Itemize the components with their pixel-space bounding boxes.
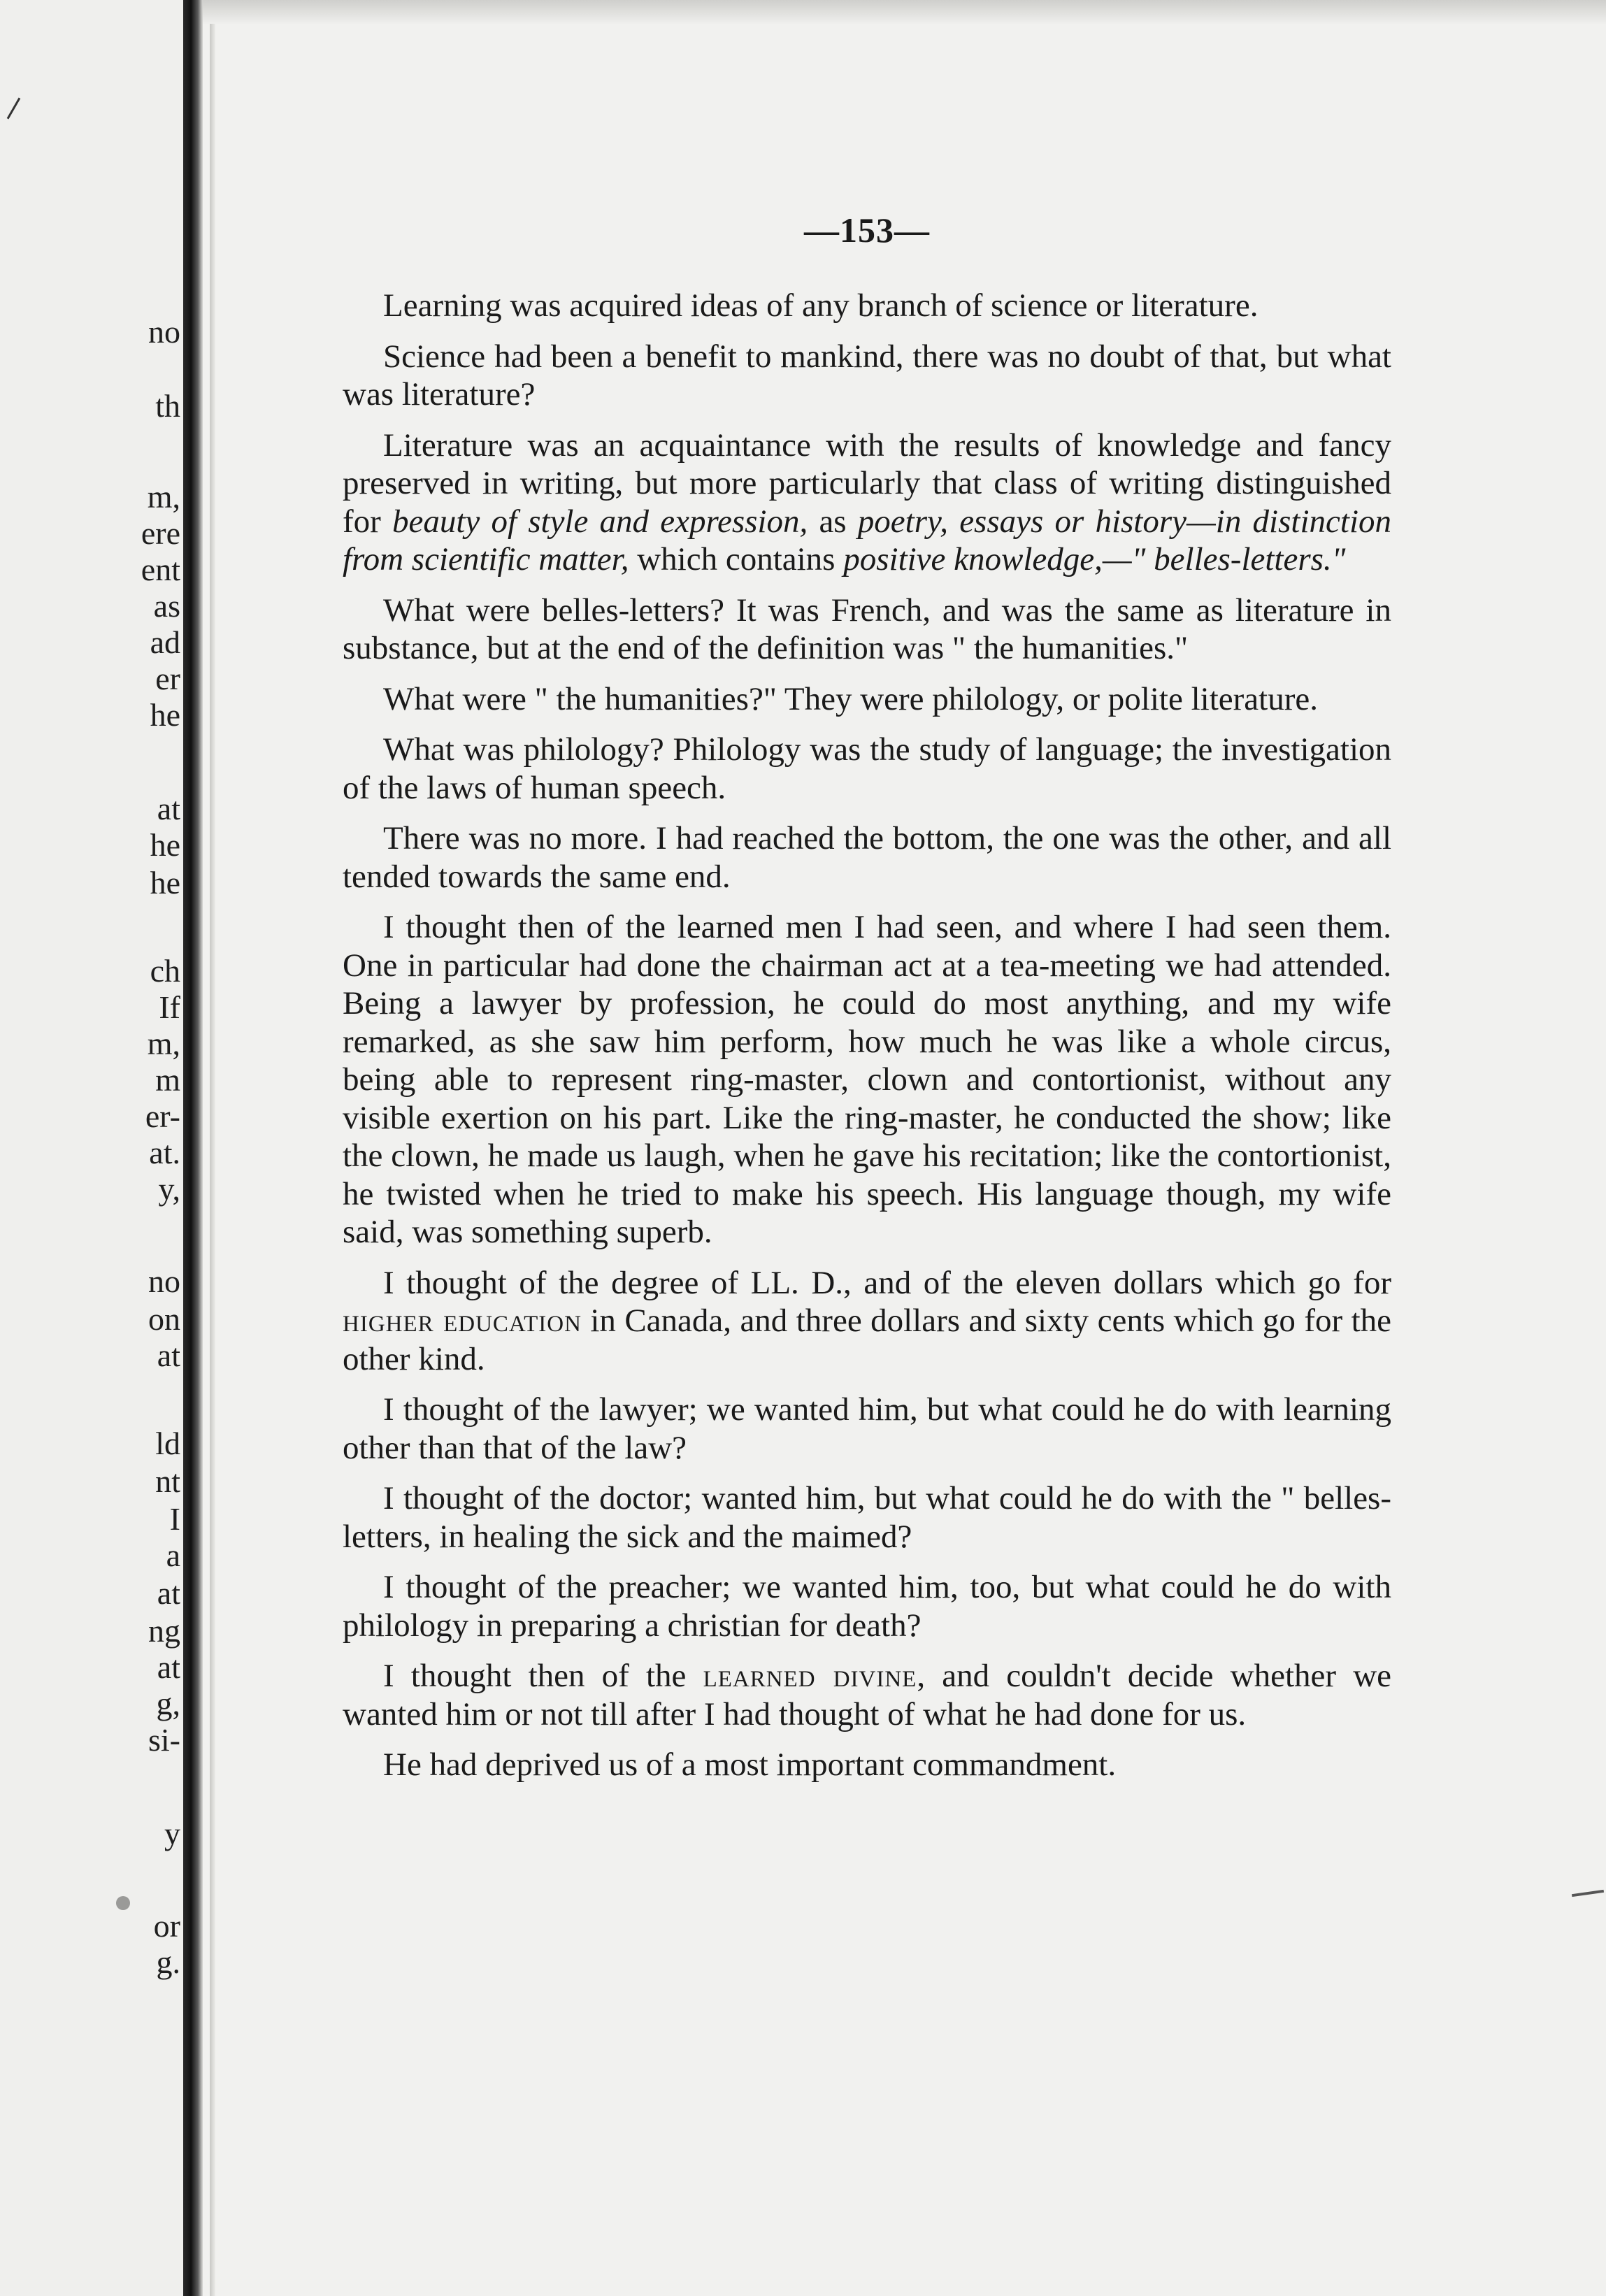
paragraph bbox=[343, 1568, 1391, 1644]
paragraph-text: I thought of the preacher; we wanted him, too, but what could he do with philology in preparing a christian for death? bbox=[343, 1569, 1391, 1644]
facing-page-text-fragment: si- bbox=[148, 1722, 180, 1758]
facing-page-text-fragment: er- bbox=[145, 1098, 180, 1134]
facing-page-text-fragment: at bbox=[157, 1337, 180, 1373]
italic-phrase: poetry, essays or history—in distinction from scientific matter, bbox=[343, 503, 1391, 577]
facing-page-text-fragment: y, bbox=[158, 1171, 180, 1207]
paragraph-text: which contains bbox=[629, 541, 844, 577]
facing-page-text-fragment: er bbox=[155, 661, 180, 696]
gutter-highlight bbox=[210, 0, 215, 2296]
paragraph-text: What was philology? Philology was the study of language; the investigation of the laws of human speech. bbox=[343, 731, 1391, 806]
facing-page-text-fragment: ch bbox=[150, 953, 180, 989]
paragraph-text: I thought of the lawyer; we wanted him, but what could he do with learning other than that of the law? bbox=[343, 1391, 1391, 1466]
paragraph bbox=[343, 819, 1391, 896]
paragraph bbox=[343, 1391, 1391, 1467]
paragraph-text: Science had been a benefit to mankind, there was no doubt of that, but what was literature? bbox=[343, 338, 1391, 412]
paragraph-text: I thought then of the bbox=[383, 1658, 703, 1694]
paragraph bbox=[343, 1479, 1391, 1556]
facing-page-text-fragment: y bbox=[164, 1816, 180, 1851]
paper-spot bbox=[116, 1896, 130, 1910]
paragraph-text: as bbox=[808, 503, 858, 540]
facing-page-text-fragment: ld bbox=[155, 1426, 180, 1461]
paragraph bbox=[343, 908, 1391, 1251]
facing-page-text-fragment: a bbox=[166, 1537, 180, 1573]
small-caps-phrase: learned divine bbox=[703, 1658, 917, 1694]
facing-page-text-fragment: at bbox=[157, 791, 180, 826]
facing-page-text-fragment: as bbox=[153, 588, 180, 624]
facing-page-text-fragment: at bbox=[157, 1575, 180, 1611]
paragraph-text: , and couldn't decide whether we wanted him or not till after I had thought of what he had done for us. bbox=[343, 1658, 1392, 1732]
paragraph-text: Literature was an acquaintance with the results of knowledge and fancy preserved in writing, but more particularly that class of writing distinguished for bbox=[343, 426, 1391, 540]
book-gutter bbox=[183, 0, 203, 2296]
facing-page-text-fragment: th bbox=[155, 388, 180, 424]
paragraph-text: I thought then of the learned men I had seen, and where I had seen them. One in particular had done the chairman act at a tea-meeting we had attended. Being a lawyer by profession, he could do most anything, and my wife remarked, as she saw him perform, how much he was like a whole circus, being able to represent ring-master, clown and contortionist, without any visible exertion on his part. Like the ring-master, he conducted the show; like the clown, he made us laugh, when he gave his recitation; like the contortionist, he twisted when he tried to make his speech. His language though, my wife said, was something superb. bbox=[343, 909, 1391, 1250]
paragraph bbox=[343, 680, 1391, 719]
facing-page-text-fragment: I bbox=[169, 1501, 180, 1537]
top-edge-shadow bbox=[203, 0, 1606, 24]
facing-page-text-fragment: g. bbox=[156, 1944, 180, 1980]
facing-page-text-fragment: ad bbox=[150, 624, 180, 660]
facing-page-text-fragment: ere bbox=[141, 515, 180, 551]
ink-mark bbox=[7, 98, 21, 120]
facing-page-text-fragment: he bbox=[150, 697, 180, 733]
paragraph bbox=[343, 287, 1391, 325]
facing-page-text-fragment: nt bbox=[155, 1463, 180, 1499]
paragraph bbox=[343, 591, 1391, 668]
facing-page-text-fragment: ng bbox=[148, 1613, 180, 1649]
facing-page-text-fragment: he bbox=[150, 865, 180, 901]
facing-page-text-fragment: m bbox=[155, 1062, 180, 1098]
page-number: —153— bbox=[804, 210, 930, 250]
paragraph bbox=[343, 1746, 1391, 1784]
paragraph bbox=[343, 338, 1391, 414]
facing-page-text-fragment: or bbox=[153, 1908, 180, 1944]
paragraph-text: What were " the humanities?" They were philology, or polite literature. bbox=[383, 680, 1318, 717]
paragraph bbox=[343, 1657, 1391, 1733]
paragraph-text: in Canada, and three dollars and sixty cents which go for the other kind. bbox=[343, 1303, 1391, 1377]
facing-page-text-fragment: at. bbox=[149, 1135, 180, 1170]
facing-page-text-fragment: on bbox=[148, 1301, 180, 1337]
small-caps-phrase: higher education bbox=[343, 1303, 582, 1339]
italic-phrase: beauty of style and expression, bbox=[392, 503, 808, 540]
paragraph bbox=[343, 1264, 1391, 1379]
facing-page-text-fragment: ent bbox=[141, 552, 180, 587]
paragraph bbox=[343, 731, 1391, 807]
paragraph-text: I thought of the doctor; wanted him, but what could he do with the " belles-letters, in healing the sick and the maimed? bbox=[343, 1480, 1391, 1555]
facing-page-text-fragment: m, bbox=[147, 479, 180, 515]
paragraph-text: He had deprived us of a most important commandment. bbox=[383, 1746, 1117, 1783]
italic-phrase: positive knowledge,—" belles-letters." bbox=[843, 541, 1346, 577]
facing-page-text-fragment: If bbox=[159, 989, 180, 1025]
facing-page-text-fragment: no bbox=[148, 314, 180, 350]
paragraph bbox=[343, 426, 1391, 579]
edge-mark bbox=[1572, 1890, 1604, 1897]
facing-page-text-fragment: he bbox=[150, 827, 180, 863]
paragraph-text: There was no more. I had reached the bottom, the one was the other, and all tended towards the same end. bbox=[343, 820, 1391, 895]
facing-page-text-fragment: at bbox=[157, 1649, 180, 1685]
page-body bbox=[343, 210, 1391, 1797]
paragraph-text: I thought of the degree of LL. D., and of the eleven dollars which go for bbox=[383, 1264, 1391, 1301]
facing-page-text-fragment: no bbox=[148, 1263, 180, 1299]
facing-page-edge bbox=[0, 0, 187, 2296]
facing-page-text-fragment: g, bbox=[156, 1686, 180, 1721]
facing-page-text-fragment: m, bbox=[147, 1026, 180, 1061]
paragraph-text: Learning was acquired ideas of any branch of science or literature. bbox=[383, 287, 1259, 324]
paragraph-text: What were belles-letters? It was French, and was the same as literature in substance, but at the end of the definition was " the humanities." bbox=[343, 591, 1391, 666]
